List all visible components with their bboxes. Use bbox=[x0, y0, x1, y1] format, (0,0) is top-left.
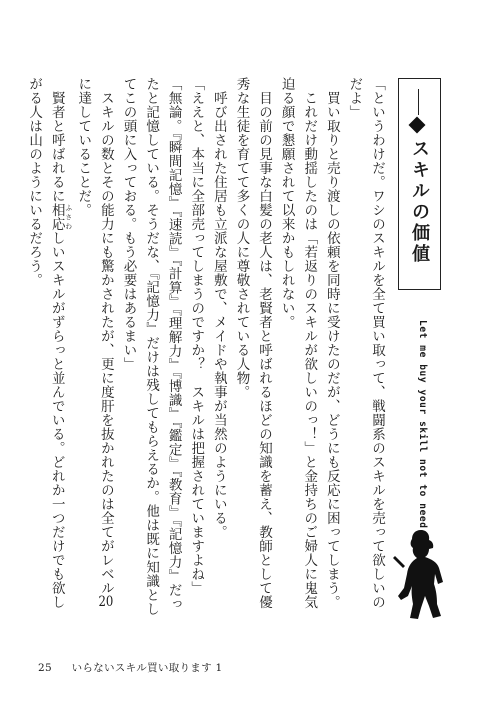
paragraph-6: 「ええと、本当に全部売ってしまうのですか？ スキルは把握されていますよね」 bbox=[188, 77, 205, 595]
header-rule bbox=[418, 89, 419, 115]
ruby-word bbox=[48, 202, 72, 231]
paragraph-3: これだけ動揺したのは「若返りのスキルが欲しいのっ！」と金持ちのご婦人に鬼気迫る顔で懇願されて以来かもしれない。 bbox=[278, 77, 318, 609]
book-title: いらないスキル買い取ります 1 bbox=[71, 662, 223, 674]
chapter-title: スキルの価値 bbox=[409, 139, 430, 265]
diamond-icon bbox=[409, 117, 426, 134]
paragraph-2: 買い取りと売り渡しの依頼を同時に受けたのだが、どうにも反応に困ってしまう。 bbox=[323, 90, 340, 609]
paragraph-1: 「というわけだ。ワシのスキルを全て買い取って、戦闘系のスキルを売って欲しいのだよ」 bbox=[346, 77, 385, 609]
page-footer bbox=[38, 660, 223, 675]
chapter-subtitle-english: Let me buy your skill not to need bbox=[417, 320, 428, 529]
chapter-header-bar bbox=[398, 78, 441, 290]
paragraph-4: 目の前の見事な白髪の老人は、老賢者と呼ばれるほどの知識を蓄え、教師として優秀な生徒を育てて多くの人に尊敬されている人物。 bbox=[233, 77, 273, 609]
ruby-reading: ふさわ bbox=[63, 202, 72, 231]
level-number: 20 bbox=[98, 594, 114, 608]
paragraph-9 bbox=[23, 77, 72, 617]
page-number: 25 bbox=[38, 662, 52, 674]
paragraph-9-part-a: 賢者と呼ばれるに bbox=[48, 90, 65, 203]
paragraph-8-part-a: スキルの数とその能力にも驚かされたが、更に度肝を抜かれたのは全てがレベル bbox=[97, 90, 114, 595]
body-text bbox=[26, 77, 388, 617]
paragraph-8 bbox=[72, 77, 117, 617]
ruby-base: 相応 bbox=[48, 202, 65, 231]
paragraph-5: 呼び出された住居も立派な屋敷で、メイドや執事が当然のようにいる。 bbox=[210, 90, 227, 539]
paragraph-9-part-b: しいスキルがずらっと並んでいる。どれか一つだけでも欲しがる人は山のようにいるだろう。 bbox=[26, 77, 65, 609]
paragraph-8-part-b: に達していることだ。 bbox=[75, 77, 92, 217]
paragraph-7: 「無論。『瞬間記憶』『速読』『計算』『理解力』『博識』『鑑定』『教育』『記憶力』だったと記憶している。そうだな、『記憶力』だけは残してもらえるか。他は既に知識としてこの頭に入っておる。もう必要はあるまい」 bbox=[120, 77, 182, 617]
character-silhouette-icon bbox=[391, 526, 447, 622]
